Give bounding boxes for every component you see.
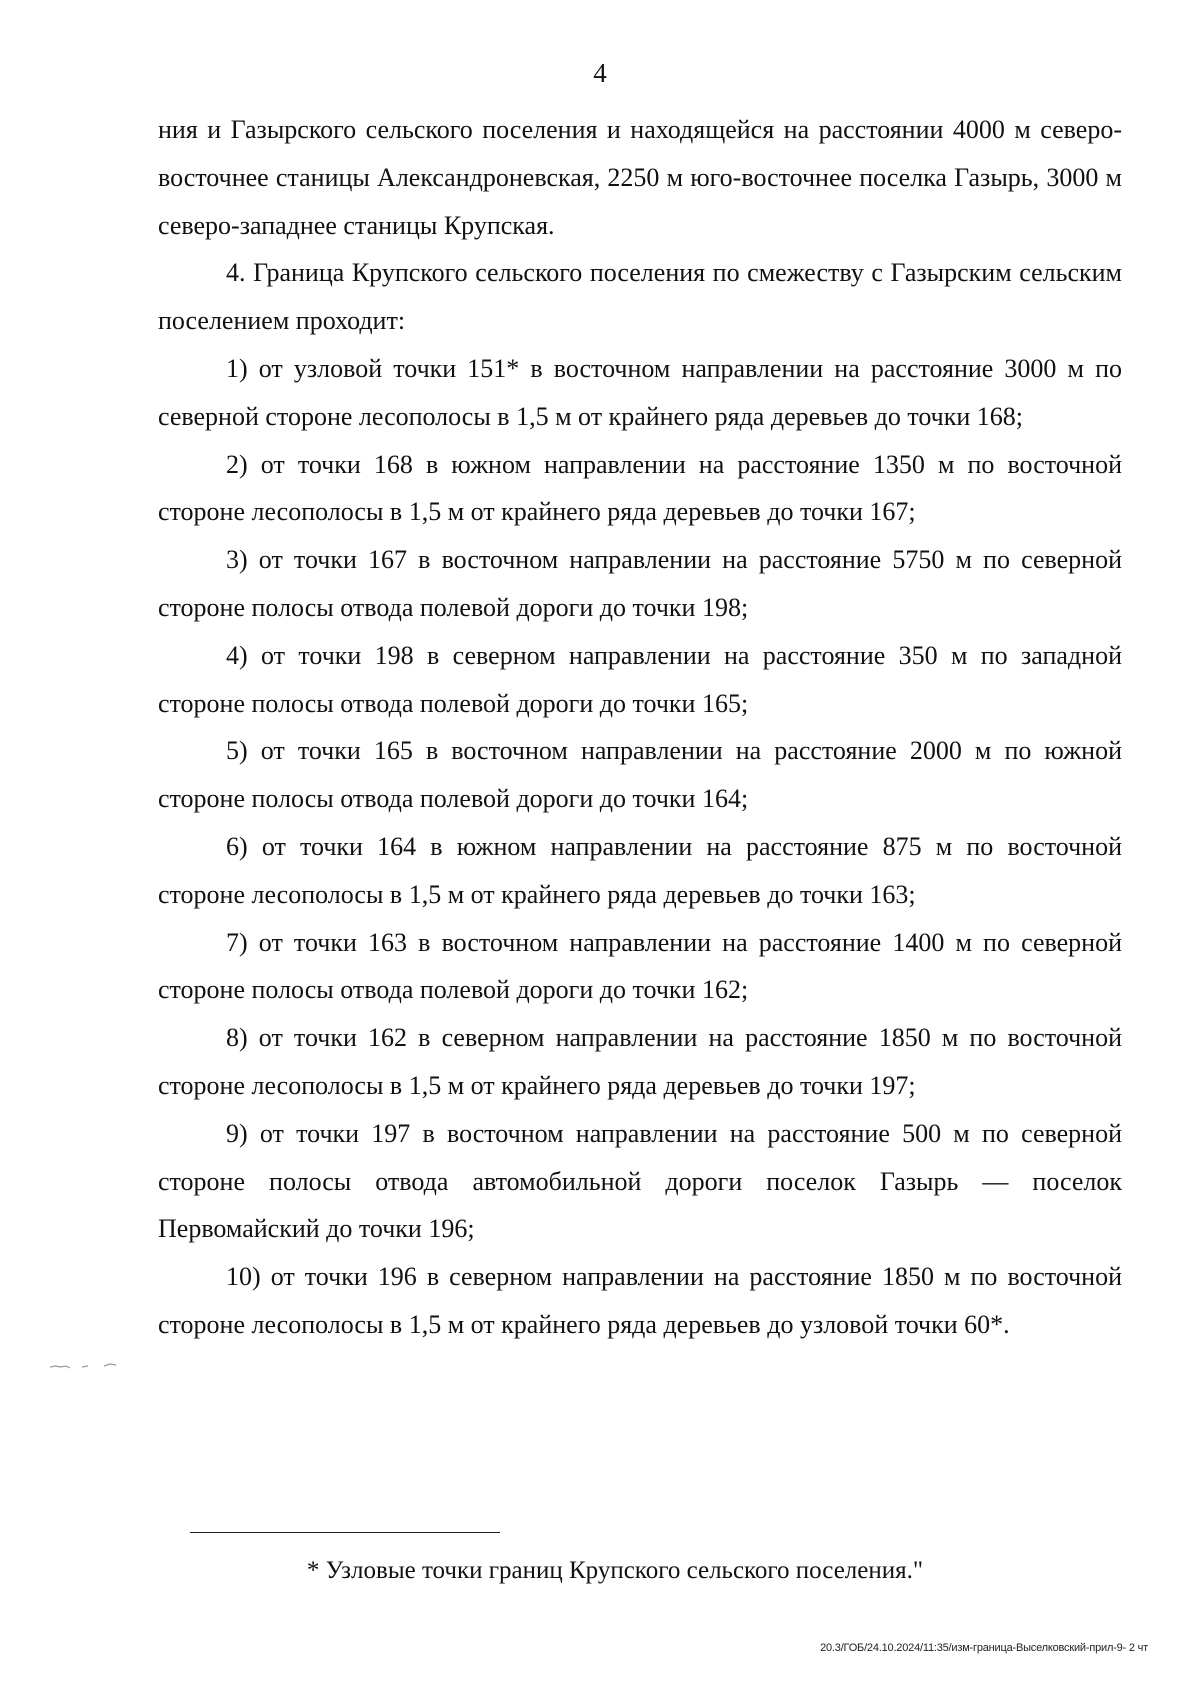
list-item: 6) от точки 164 в южном направлении на расстояние 875 м по восточной стороне лесополосы в 1,5 м от крайнего ряда деревьев до точки 163;: [158, 831, 1122, 909]
section-heading: 4. Граница Крупского сельского поселения по смежеству с Газырским сельским поселением проходит:: [158, 258, 1122, 336]
list-item: 3) от точки 167 в восточном направлении на расстояние 5750 м по северной стороне полосы отвода полевой дороги до точки 198;: [158, 545, 1122, 622]
footnote-divider: [190, 1532, 500, 1533]
document-footer-code: 20.3/ГОБ/24.10.2024/11:35/изм-граница-Выселковский-прил-9- 2 чт: [820, 1642, 1148, 1654]
footnote: * Узловые точки границ Крупского сельского поселения.": [306, 1557, 924, 1584]
document-body: [158, 106, 1122, 1349]
list-item: 1) от узловой точки 151* в восточном направлении на расстояние 3000 м по северной стороне лесополосы в 1,5 м от крайнего ряда деревьев до точки 168;: [158, 353, 1122, 431]
list-item: 4) от точки 198 в северном направлении на расстояние 350 м по западной стороне полосы отвода полевой дороги до точки 165;: [158, 640, 1122, 718]
list-item: 2) от точки 168 в южном направлении на расстояние 1350 м по восточной стороне лесополосы в 1,5 м от крайнего ряда деревьев до точки 167;: [158, 449, 1122, 527]
page-number: 4: [593, 58, 607, 88]
list-item: 9) от точки 197 в восточном направлении на расстояние 500 м по северной стороне полосы отвода автомобильной дороги поселок Газырь — поселок Первомайский до точки 196;: [158, 1118, 1122, 1244]
scan-artifact: [48, 1362, 120, 1370]
intro-paragraph: ния и Газырского сельского поселения и находящейся на расстоянии 4000 м северо-восточнее станицы Александроневская, 2250 м юго-восточнее поселка Газырь, 3000 м северо-западнее станицы Крупская.: [158, 115, 1122, 240]
list-item: 5) от точки 165 в восточном направлении на расстояние 2000 м по южной стороне полосы отвода полевой дороги до точки 164;: [158, 736, 1122, 814]
list-item: 8) от точки 162 в северном направлении на расстояние 1850 м по восточной стороне лесополосы в 1,5 м от крайнего ряда деревьев до точки 197;: [158, 1023, 1122, 1100]
list-item: 10) от точки 196 в северном направлении на расстояние 1850 м по восточной стороне лесополосы в 1,5 м от крайнего ряда деревьев до узловой точки 60*.: [158, 1262, 1122, 1339]
list-item: 7) от точки 163 в восточном направлении на расстояние 1400 м по северной стороне полосы отвода полевой дороги до точки 162;: [158, 927, 1122, 1005]
